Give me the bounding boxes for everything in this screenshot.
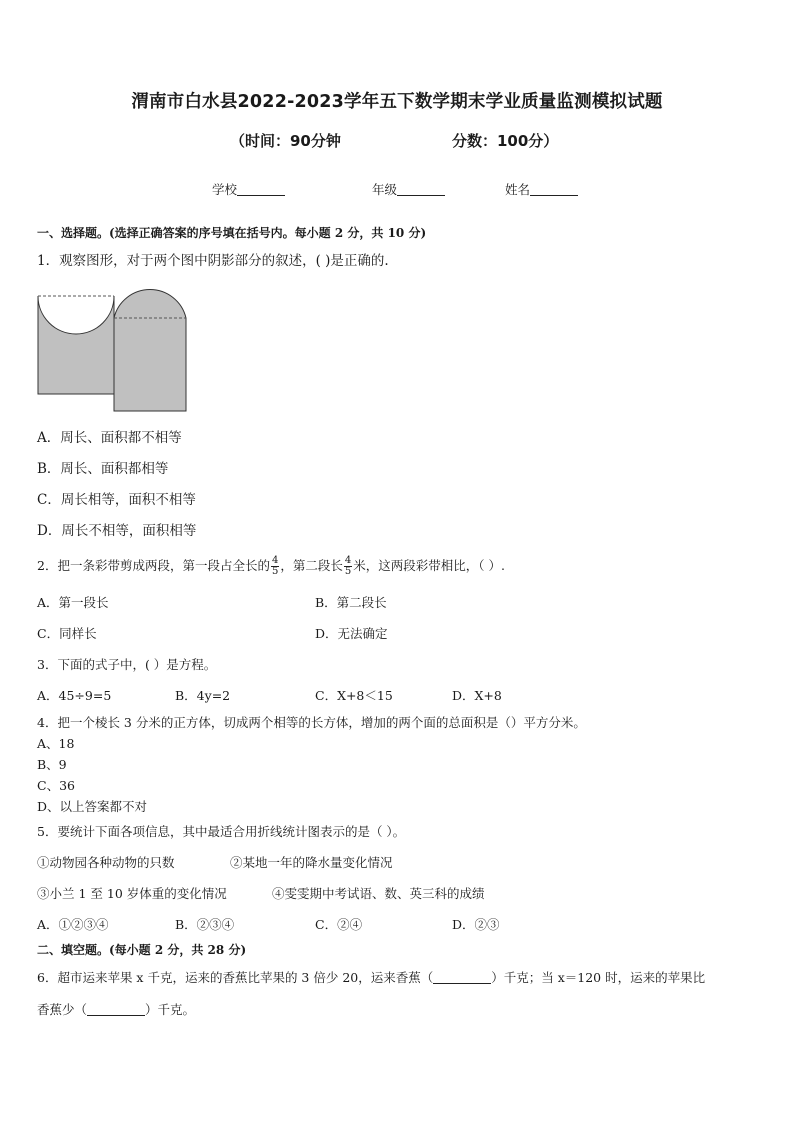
q2-frac2-denominator: 5 (344, 566, 352, 577)
q3-stem: 3．下面的式子中，( ）是方程。 (37, 657, 217, 672)
exam-score: 分数：100分） (452, 132, 559, 150)
q2-stem-c: 米，这两段彩带相比，（ ）. (353, 558, 505, 573)
school-field (212, 180, 285, 198)
q5-option-b[interactable]: B．②③④ (175, 917, 235, 932)
q1-option-c[interactable]: C．周长相等，面积不相等 (37, 492, 196, 508)
grade-field (372, 180, 445, 198)
q2-stem-b: ，第二段长 (280, 558, 343, 573)
q5-item-4: ④雯雯期中考试语、数、英三科的成绩 (272, 886, 485, 901)
school-blank[interactable] (237, 183, 285, 196)
q2-fraction-2 (344, 556, 352, 577)
q2-option-d[interactable]: D．无法确定 (315, 626, 388, 641)
q1-option-a[interactable]: A．周长、面积都不相等 (37, 430, 182, 446)
school-label: 学校 (212, 182, 238, 197)
q6-line2-b: ）千克。 (145, 1002, 196, 1017)
q3-option-c[interactable]: C．X+8＜15 (315, 688, 393, 703)
q5-item-1: ①动物园各种动物的只数 (37, 855, 175, 870)
q5-item-2: ②某地一年的降水量变化情况 (230, 855, 393, 870)
q5-option-d[interactable]: D．②③ (452, 917, 500, 932)
q2-option-a[interactable]: A．第一段长 (37, 595, 109, 610)
q2-option-b[interactable]: B．第二段长 (315, 595, 387, 610)
q4-option-d[interactable]: D、以上答案都不对 (37, 799, 148, 814)
q3-option-d[interactable]: D．X+8 (452, 688, 502, 703)
q6-blank-1[interactable] (433, 971, 491, 984)
q6-line1-a: 6．超市运来苹果 x 千克，运来的香蕉比苹果的 3 倍少 20，运来香蕉（ (37, 970, 434, 985)
q6-line2-a: 香蕉少（ (37, 1002, 88, 1017)
q1-option-d[interactable]: D．周长不相等，面积相等 (37, 523, 197, 539)
grade-blank[interactable] (397, 183, 445, 196)
q4-option-b[interactable]: B、9 (37, 757, 67, 772)
q2-frac1-denominator: 5 (271, 566, 279, 577)
q6-line1 (37, 968, 705, 986)
q3-option-a[interactable]: A．45÷9=5 (37, 688, 112, 703)
q2-fraction-1 (271, 556, 279, 577)
name-label: 姓名 (505, 182, 531, 197)
name-field (505, 180, 578, 198)
q5-item-3: ③小兰 1 至 10 岁体重的变化情况 (37, 886, 227, 901)
q5-stem: 5．要统计下面各项信息，其中最适合用折线统计图表示的是（ ）。 (37, 824, 406, 839)
page-title: 渭南市白水县2022-2023学年五下数学期末学业质量监测模拟试题 (131, 92, 663, 112)
section2-heading: 二、填空题。(每小题 2 分，共 28 分) (37, 943, 247, 957)
exam-time: （时间：90分钟 (230, 132, 341, 150)
name-blank[interactable] (530, 183, 578, 196)
q2-frac2-numerator: 4 (344, 555, 352, 566)
q4-option-c[interactable]: C、36 (37, 778, 75, 793)
q1-option-b[interactable]: B．周长、面积都相等 (37, 461, 169, 477)
q3-option-b[interactable]: B．4y=2 (175, 688, 231, 703)
q6-line2 (37, 1000, 195, 1018)
q2-stem-a: 2．把一条彩带剪成两段，第一段占全长的 (37, 558, 270, 573)
grade-label: 年级 (372, 182, 398, 197)
q1-figure (36, 280, 192, 416)
q4-option-a[interactable]: A、18 (37, 736, 75, 751)
q5-option-c[interactable]: C．②④ (315, 917, 363, 932)
q2-stem (37, 556, 505, 577)
q6-line1-b: ）千克；当 x＝120 时，运来的苹果比 (491, 970, 706, 985)
q5-option-a[interactable]: A．①②③④ (37, 917, 109, 932)
q2-frac1-numerator: 4 (271, 555, 279, 566)
q6-blank-2[interactable] (87, 1003, 145, 1016)
q1-stem: 1．观察图形，对于两个图中阴影部分的叙述，( )是正确的. (37, 253, 389, 269)
q4-stem: 4．把一个棱长 3 分米的正方体，切成两个相等的长方体，增加的两个面的总面积是（）平方分米。 (37, 715, 586, 730)
right-shaded-shape (114, 290, 186, 411)
left-shaded-shape (38, 296, 114, 394)
section1-heading: 一、选择题。(选择正确答案的序号填在括号内。每小题 2 分，共 10 分) (37, 226, 427, 240)
q2-option-c[interactable]: C．同样长 (37, 626, 97, 641)
